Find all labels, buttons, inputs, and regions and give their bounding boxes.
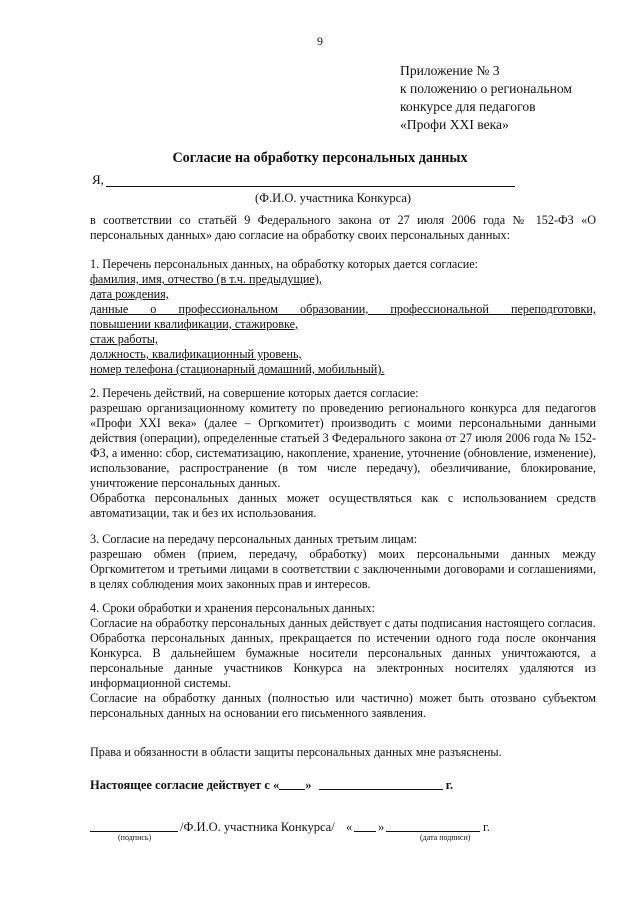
signature-block (90, 820, 630, 860)
section-2 (90, 386, 596, 521)
fio-blank-line (106, 186, 515, 187)
validity-line (90, 778, 630, 793)
sign-year-suffix: г. (483, 820, 490, 834)
section-text: Согласие на обработку персональных данных действует с даты подписания настоящего согласия. (90, 616, 596, 630)
sign-day-blank (354, 831, 376, 832)
section-heading: 1. Перечень персональных данных, на обработку которых дается согласие: (90, 257, 479, 271)
day-blank (279, 789, 305, 790)
caption-date: (дата подписи) (420, 833, 471, 842)
intro-paragraph (90, 213, 596, 243)
caption-signature: (подпись) (118, 833, 152, 842)
rights-statement (90, 745, 596, 760)
section-heading: 4. Сроки обработки и хранения персональных данных: (90, 601, 375, 615)
validity-suffix: г. (445, 778, 454, 792)
appendix-header (400, 62, 630, 134)
section-3 (90, 532, 596, 592)
sign-open-quote: « (346, 820, 353, 834)
appendix-line: «Профи XXI века» (400, 117, 509, 132)
signature-fio-label: /Ф.И.О. участника Конкурса/ (180, 820, 335, 834)
data-item: должность, квалификационный уровень, (90, 347, 302, 361)
page-number: 9 (317, 34, 323, 48)
data-item: фамилия, имя, отчество (в т.ч. предыдущие), (90, 272, 322, 286)
data-item: стаж работы, (90, 332, 158, 346)
appendix-line: конкурсе для педагогов (400, 99, 536, 114)
section-text: разрешаю организационному комитету по проведению регионального конкурса для педагогов «Профи XXI века» (далее – Оргкомитет) производить с моими персональными данными действия (операции), определенные статьей 3 Федерального закона от 27 июля 2006 года № 152-ФЗ, а именно: сбор, систематизацию, накопление, хранение, уточнение (обновление, изменение), использование, распространение (в том числе передачу), обезличивание, блокирование, уничтожение персональных данных. (90, 401, 596, 490)
section-1 (90, 257, 596, 377)
rights-text: Права и обязанности в области защиты персональных данных мне разъяснены. (90, 745, 502, 759)
section-text: Обработка персональных данных может осуществляться как с использованием средств автоматизации, так и без их использования. (90, 491, 596, 520)
sign-date-blank (386, 831, 480, 832)
validity-prefix: Настоящее согласие действует с « (90, 778, 280, 792)
ya-label: Я, (92, 172, 104, 187)
intro-text: в соответствии со статьёй 9 Федерального закона от 27 июля 2006 года № 152-ФЗ «О персональных данных» даю согласие на обработку своих персональных данных: (90, 213, 596, 242)
appendix-line: к положению о региональном (400, 81, 572, 96)
date-blank (319, 789, 443, 790)
signature-blank (90, 831, 178, 832)
document-title: Согласие на обработку персональных данных (172, 150, 468, 166)
sign-close-quote: » (378, 820, 385, 834)
appendix-line: Приложение № 3 (400, 63, 500, 78)
fio-caption: (Ф.И.О. участника Конкурса) (255, 191, 412, 205)
data-item: номер телефона (стационарный домашний, мобильный). (90, 362, 385, 376)
data-item: дата рождения, (90, 287, 169, 301)
section-heading: 3. Согласие на передачу персональных данных третьим лицам: (90, 532, 418, 546)
section-4 (90, 601, 596, 721)
section-text: Обработка персональных данных, прекращается по истечении одного года после окончания Конкурса. В дальнейшем бумажные носители персональных данных уничтожаются, а персональные данные участников Конкурса на электронных носителях удаляются из информационной системы. (90, 631, 596, 690)
data-item: повышении квалификации, стажировке, (90, 317, 299, 331)
data-item: данные о профессиональном образовании, профессиональной переподготовки, (90, 302, 596, 316)
section-text: Согласие на обработку данных (полностью или частично) может быть отозвано субъектом персональных данных на основании его письменного заявления. (90, 691, 596, 720)
validity-mid: » (305, 778, 312, 792)
section-text: разрешаю обмен (прием, передачу, обработку) моих персональными данных между Оргкомитетом и третьими лицами в соответствии с заключенными договорами и соглашениями, в целях соблюдения моих законных прав и интересов. (90, 547, 596, 591)
section-heading: 2. Перечень действий, на совершение которых дается согласие: (90, 386, 419, 400)
